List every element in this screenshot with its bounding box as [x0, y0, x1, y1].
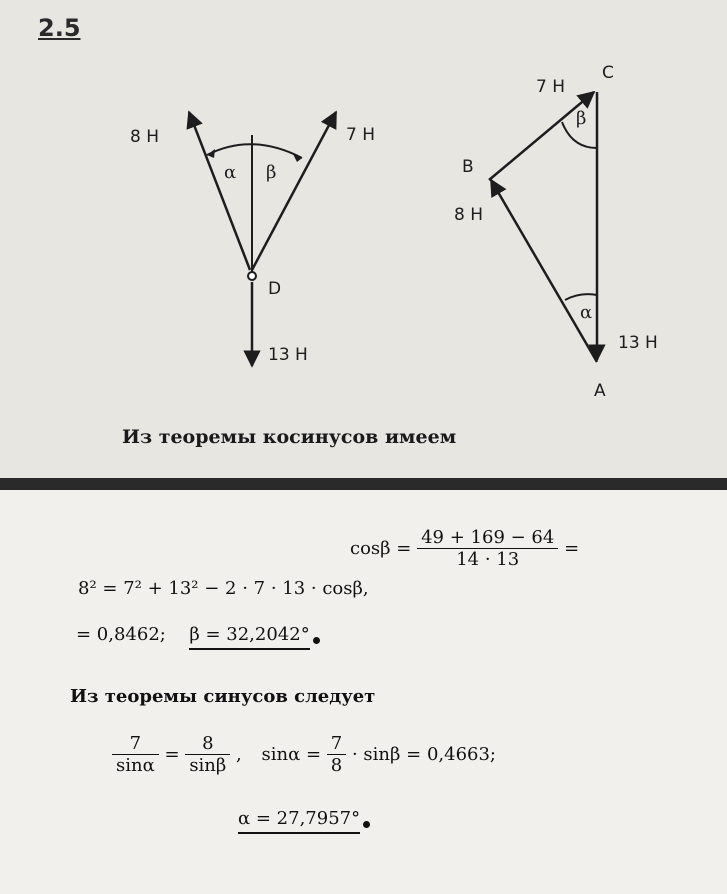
- beta-result: β = 32,2042°: [189, 624, 309, 650]
- label-alpha-right: α: [580, 302, 593, 323]
- alpha-result: α = 27,7957°: [238, 808, 360, 834]
- bullet-dot: [363, 821, 370, 828]
- cos-value-line: [76, 624, 320, 645]
- label-point-d: D: [268, 279, 282, 299]
- label-alpha-left: α: [224, 162, 237, 183]
- point-d-marker: [248, 272, 256, 280]
- label-7h: 7 H: [346, 125, 376, 145]
- cos-value: = 0,8462;: [76, 624, 166, 645]
- label-beta-right: β: [576, 108, 587, 129]
- sine-fraction-7-8: [327, 733, 346, 776]
- sine-fraction-7-8-den: 8: [330, 755, 343, 776]
- cos-beta-fraction: [417, 527, 558, 570]
- comma: ,: [236, 744, 242, 765]
- side-ab-arrow: [491, 180, 597, 362]
- sine-law-equation: [112, 733, 496, 776]
- sin-alpha-label: sinα =: [261, 744, 322, 765]
- force-8-arrow: [189, 112, 250, 270]
- sine-fraction-7-den: sinα: [116, 755, 155, 776]
- label-side-ca: 13 H: [618, 333, 658, 353]
- label-side-bc: 7 H: [536, 77, 566, 97]
- label-side-ab: 8 H: [454, 205, 484, 225]
- sine-fraction-7-num: 7: [112, 733, 159, 755]
- cosine-law-caption: Из теоремы косинусов имеем: [122, 426, 457, 448]
- label-13h: 13 H: [268, 345, 308, 365]
- equals-sign: =: [564, 538, 580, 559]
- problem-number: 2.5: [38, 14, 81, 42]
- sin-alpha-value: · sinβ = 0,4663;: [351, 744, 496, 765]
- alpha-result-line: [238, 808, 370, 829]
- bullet-dot: [313, 637, 320, 644]
- label-8h: 8 H: [130, 127, 160, 147]
- label-vertex-c: C: [602, 63, 614, 83]
- angle-arc: [207, 144, 302, 158]
- cos-beta-label: cosβ =: [350, 538, 412, 559]
- left-force-diagram: [130, 112, 375, 366]
- label-vertex-b: B: [462, 157, 474, 177]
- label-beta-left: β: [266, 162, 277, 183]
- sine-law-heading: Из теоремы синусов следует: [70, 686, 376, 707]
- force-7-arrow: [252, 112, 336, 270]
- cos-beta-denominator: 14 · 13: [456, 549, 520, 570]
- side-bc-arrow: [489, 92, 594, 180]
- cos-beta-expression: [350, 527, 579, 570]
- sine-fraction-7: [112, 733, 159, 776]
- cosine-law-equation: 8² = 7² + 13² − 2 · 7 · 13 · cosβ,: [78, 578, 369, 599]
- sine-fraction-8-den: sinβ: [189, 755, 227, 776]
- sine-fraction-8: [185, 733, 230, 776]
- sine-equals: =: [164, 744, 180, 765]
- alpha-arc: [565, 294, 597, 300]
- cos-beta-numerator: 49 + 169 − 64: [417, 527, 558, 549]
- sine-fraction-8-num: 8: [185, 733, 230, 755]
- sine-fraction-7-8-num: 7: [327, 733, 346, 755]
- label-vertex-a: A: [594, 381, 606, 401]
- right-force-triangle: [454, 63, 658, 401]
